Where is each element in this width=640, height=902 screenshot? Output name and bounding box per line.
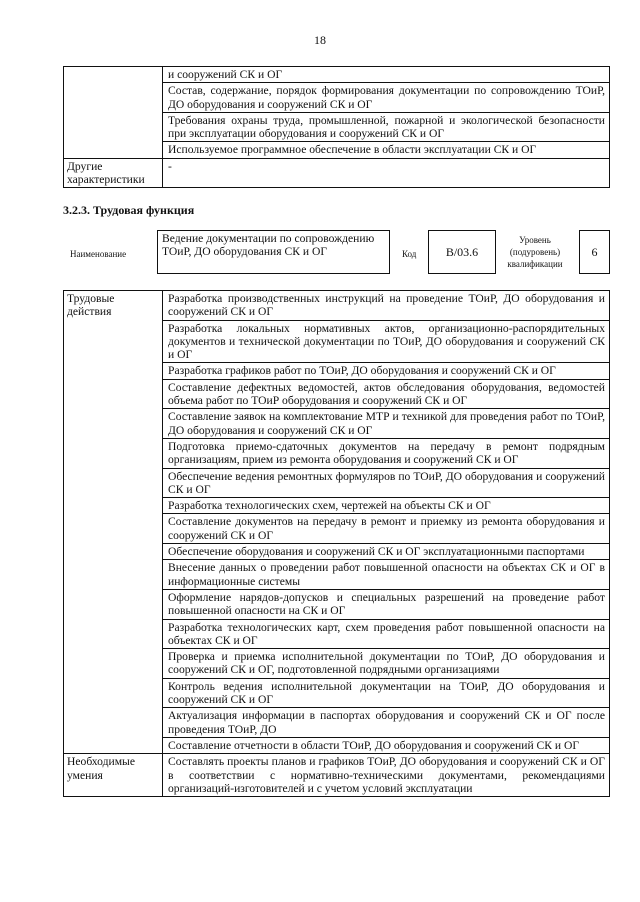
row-label-cell (64, 67, 163, 159)
table-row (64, 291, 610, 321)
row-text-cell: Используемое программное обеспечение в области эксплуатации СК и ОГ (163, 142, 610, 158)
labor-action-item: Подготовка приемо-сдаточных документов на передачу в ремонт подрядным организациям, прием из ремонта оборудования и сооружений СК и ОГ (163, 438, 610, 468)
qualification-level-label (500, 234, 570, 270)
row-text-cell: - (163, 158, 610, 188)
qualification-level-value: 6 (579, 230, 610, 274)
level-label-line-1: Уровень (519, 235, 551, 245)
labor-action-item: Составление документов на передачу в ремонт и приемку из ремонта оборудования и сооружений СК и ОГ (163, 514, 610, 544)
name-label: Наименование (70, 249, 127, 259)
table-row (64, 158, 610, 188)
labor-action-item: Составление отчетности в области ТОиР, ДО оборудования и сооружений СК и ОГ (163, 737, 610, 753)
code-label: Код (402, 249, 417, 259)
labor-function-table (63, 290, 610, 797)
labor-action-item: Разработка технологических карт, схем проведения работ повышенной опасности на объектах СК и ОГ (163, 619, 610, 649)
previous-function-table (63, 66, 610, 188)
labor-action-item: Внесение данных о проведении работ повышенной опасности на объектах СК и ОГ в информационные системы (163, 560, 610, 590)
labor-action-item: Разработка технологических схем, чертежей на объекты СК и ОГ (163, 498, 610, 514)
labor-action-item: Разработка локальных нормативных актов, организационно-распорядительных документов и технической документации по ТОиР, ДО оборудования и сооружений СК и ОГ (163, 320, 610, 363)
row-label-cell: Другие характеристики (64, 158, 163, 188)
row-text-cell: Состав, содержание, порядок формирования документации по сопровождению ТОиР, ДО оборудования и сооружений СК и ОГ (163, 83, 610, 113)
table-row (64, 67, 610, 83)
labor-action-item: Разработка графиков работ по ТОиР, ДО оборудования и сооружений СК и ОГ (163, 363, 610, 379)
labor-action-item: Оформление нарядов-допусков и специальных разрешений на проведение работ повышенной опасности на СК и ОГ (163, 589, 610, 619)
labor-action-item: Разработка производственных инструкций на проведение ТОиР, ДО оборудования и сооружений СК и ОГ (163, 291, 610, 321)
level-label-line-3: квалификации (507, 259, 563, 269)
previous-function-rows (64, 67, 610, 188)
labor-function-rows (64, 291, 610, 797)
labor-action-item: Обеспечение оборудования и сооружений СК и ОГ эксплуатационными паспортами (163, 544, 610, 560)
section-title: 3.2.3. Трудовая функция (63, 203, 195, 217)
labor-action-item: Контроль ведения исполнительной документации на ТОиР, ДО оборудования и сооружений СК и ОГ (163, 678, 610, 708)
labor-action-item: Составление заявок на комплектование МТР и техникой для проведения работ по ТОиР, ДО оборудования и сооружений СК и ОГ (163, 409, 610, 439)
labor-action-item: Актуализация информации в паспортах оборудования и сооружений СК и ОГ после проведения ТОиР, ДО (163, 708, 610, 738)
labor-action-item: Обеспечение ведения ремонтных формуляров по ТОиР, ДО оборудования и сооружений СК и ОГ (163, 468, 610, 498)
skills-label: Необходимые умения (64, 754, 163, 797)
page-number: 18 (314, 33, 326, 47)
labor-action-item: Проверка и приемка исполнительной документации по ТОиР, ДО оборудования и сооружений СК и ОГ, подготовленной подрядными организациями (163, 649, 610, 679)
row-text-cell: Требования охраны труда, промышленной, пожарной и экологической безопасности при эксплуатации оборудования и сооружений СК и ОГ (163, 112, 610, 142)
labor-action-item: Составление дефектных ведомостей, актов обследования оборудования, ведомостей объема работ по ТОиР оборудования и сооружений СК и ОГ (163, 379, 610, 409)
table-row (64, 754, 610, 797)
row-text-cell: и сооружений СК и ОГ (163, 67, 610, 83)
level-label-line-2: (подуровень) (509, 247, 561, 257)
function-name-value: Ведение документации по сопровождению ТОиР, ДО оборудования СК и ОГ (157, 230, 390, 274)
function-code-value: B/03.6 (428, 230, 496, 274)
labor-actions-label: Трудовые действия (64, 291, 163, 754)
skill-item: Составлять проекты планов и графиков ТОиР, ДО оборудования и сооружений СК и ОГ в соответствии с нормативно-техническими документами, рекомендациями организаций-изготовителей и с учетом условий эксплуатации (163, 754, 610, 797)
